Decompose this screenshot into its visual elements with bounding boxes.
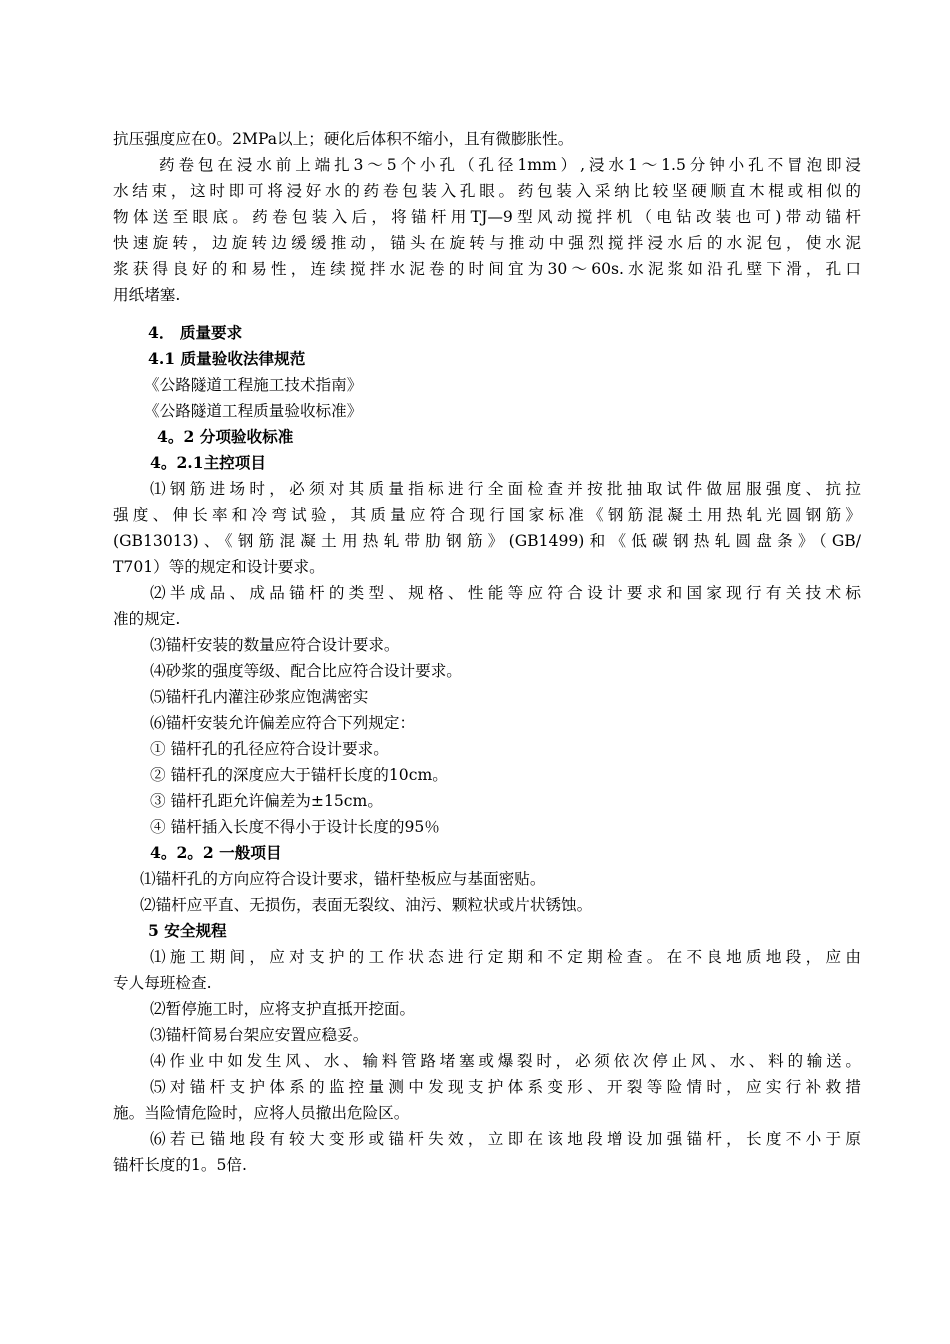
text-line: 药卷包在浸水前上端扎3～5个小孔（孔径1mm）,浸水1～1.5分钟小孔不冒泡即浸 <box>159 156 861 174</box>
text-line: ③ 锚杆孔距允许偏差为±15cm。 <box>150 792 383 810</box>
text-line: 《公路隧道工程质量验收标准》 <box>144 402 363 420</box>
text-line: ① 锚杆孔的孔径应符合设计要求。 <box>150 740 389 758</box>
text-line: 专人每班检查. <box>113 974 212 992</box>
text-line: ⑵半成品、成品锚杆的类型、规格、性能等应符合设计要求和国家现行有关技术标 <box>150 584 861 602</box>
section-heading: 4。2.1主控项目 <box>150 453 266 472</box>
text-line: ⑴锚杆孔的方向应符合设计要求，锚杆垫板应与基面密贴。 <box>140 870 546 888</box>
text-line: T701）等的规定和设计要求。 <box>113 558 325 576</box>
text-line: 水结束，这时即可将浸好水的药卷包装入孔眼。药包装入采纳比较坚硬顺直木棍或相似的 <box>113 182 861 200</box>
text-line: ⑷砂浆的强度等级、配合比应符合设计要求。 <box>150 662 462 680</box>
section-heading: 4。2。2 一般项目 <box>150 843 282 862</box>
text-line: ⑵锚杆应平直、无损伤，表面无裂纹、油污、颗粒状或片状锈蚀。 <box>140 896 593 914</box>
text-line: ⑶锚杆安装的数量应符合设计要求。 <box>150 636 400 654</box>
document-page <box>113 126 861 1178</box>
text-line: 施。当险情危险时，应将人员撤出危险区。 <box>113 1104 410 1122</box>
text-line: 抗压强度应在0。2MPa以上；硬化后体积不缩小，且有微膨胀性。 <box>113 130 574 148</box>
section-heading: 5 安全规程 <box>148 921 227 940</box>
section-heading: 4． 质量要求 <box>148 323 243 342</box>
section-heading: 4.1 质量验收法律规范 <box>148 349 306 368</box>
text-line: ⑹锚杆安装允许偏差应符合下列规定： <box>150 714 416 732</box>
section-heading: 4。2 分项验收标准 <box>157 427 294 446</box>
text-line: ⑵暂停施工时，应将支护直抵开挖面。 <box>150 1000 416 1018</box>
text-line: 快速旋转，边旋转边缓缓推动，锚头在旋转与推动中强烈搅拌浸水后的水泥包，使水泥 <box>113 234 861 252</box>
text-line: ⑹若已锚地段有较大变形或锚杆失效，立即在该地段增设加强锚杆，长度不小于原 <box>150 1130 861 1148</box>
text-line: ⑸锚杆孔内灌注砂浆应饱满密实 <box>150 688 369 706</box>
text-line: 用纸堵塞. <box>113 286 181 304</box>
text-line: ⑷作业中如发生风、水、输料管路堵塞或爆裂时，必须依次停止风、水、料的输送。 <box>150 1052 861 1070</box>
text-line: ② 锚杆孔的深度应大于锚杆长度的10cm。 <box>150 766 448 784</box>
text-line: ⑶锚杆简易台架应安置应稳妥。 <box>150 1026 369 1044</box>
text-line: ⑸对锚杆支护体系的监控量测中发现支护体系变形、开裂等险情时，应实行补救措 <box>150 1078 861 1096</box>
text-line: 锚杆长度的1。5倍. <box>113 1156 247 1174</box>
paragraph-gap <box>113 308 861 320</box>
text-line: 准的规定. <box>113 610 181 628</box>
text-line: ⑴钢筋进场时，必须对其质量指标进行全面检查并按批抽取试件做屈服强度、抗拉 <box>150 480 861 498</box>
text-line: (GB13013)、《钢筋混凝土用热轧带肋钢筋》(GB1499)和《低碳钢热轧圆盘条》（GB/ <box>113 532 861 550</box>
text-line: ④ 锚杆插入长度不得小于设计长度的95％ <box>150 818 440 836</box>
text-line: 强度、伸长率和冷弯试验，其质量应符合现行国家标准《钢筋混凝土用热轧光圆钢筋》 <box>113 506 861 524</box>
text-line: 物体送至眼底。药卷包装入后，将锚杆用TJ—9型风动搅拌机（电钻改装也可)带动锚杆 <box>113 208 861 226</box>
text-line: 《公路隧道工程施工技术指南》 <box>144 376 363 394</box>
text-line: 浆获得良好的和易性，连续搅拌水泥卷的时间宜为30～60s.水泥浆如沿孔壁下滑，孔口 <box>113 260 861 278</box>
text-line: ⑴施工期间，应对支护的工作状态进行定期和不定期检查。在不良地质地段，应由 <box>150 948 861 966</box>
